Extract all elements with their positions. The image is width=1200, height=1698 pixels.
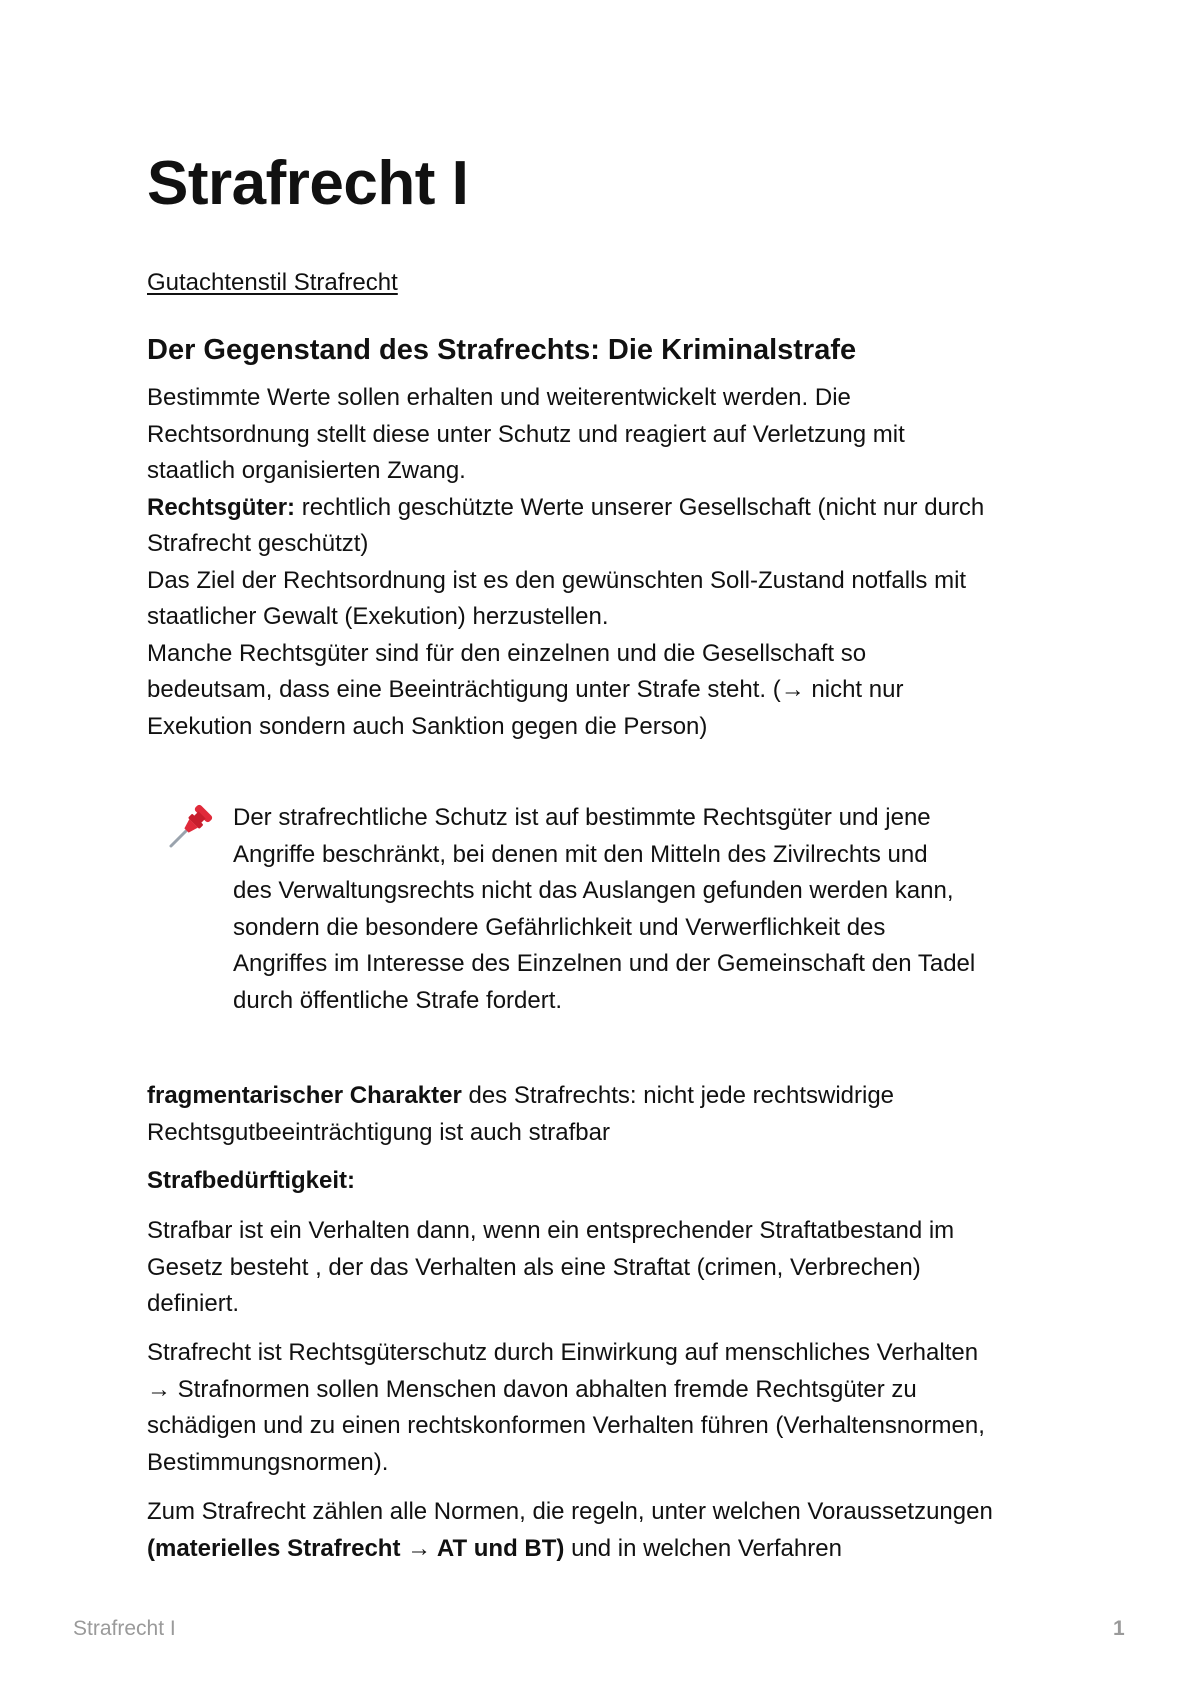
text-line: Angriffes im Interesse des Einzelnen und der Gemeinschaft den Tadel — [233, 950, 976, 977]
rechtsgueter-definition: rechtlich geschützte Werte unserer Gesellschaft (nicht nur durch — [295, 493, 985, 521]
text-line: sondern die besondere Gefährlichkeit und Verwerflichkeit des — [233, 913, 886, 941]
text-line: Das Ziel der Rechtsordnung ist es den gewünschten Soll-Zustand notfalls mit — [147, 566, 967, 594]
gutachtenstil-link[interactable]: Gutachtenstil Strafrecht — [147, 269, 398, 296]
paragraph-strafbar — [147, 1213, 1077, 1323]
materielles-strafrecht-term: (materielles Strafrecht → AT und BT) — [147, 1534, 565, 1562]
text-line: Zum Strafrecht zählen alle Normen, die regeln, unter welchen Voraussetzungen — [147, 1498, 993, 1525]
text-line: → Strafnormen sollen Menschen davon abhalten fremde Rechtsgüter zu — [147, 1375, 917, 1403]
fragment-term: fragmentarischer Charakter — [147, 1082, 462, 1109]
page-number: 1 — [1113, 1617, 1125, 1640]
text-line: bedeutsam, dass eine Beeinträchtigung unter Strafe steht. (→ nicht nur — [147, 676, 904, 703]
text-line: Rechtsgutbeeinträchtigung ist auch strafbar — [147, 1118, 610, 1146]
rechtsgueter-term: Rechtsgüter: — [147, 493, 296, 521]
link-row — [147, 267, 398, 299]
text-line: Strafrecht geschützt) — [147, 530, 369, 557]
text-line: Strafrecht ist Rechtsgüterschutz durch Einwirkung auf menschliches Verhalten — [147, 1339, 979, 1366]
paragraph-rechtsgueterschutz — [147, 1335, 1077, 1481]
fragment-paragraph — [147, 1078, 1077, 1151]
section-heading: Der Gegenstand des Strafrechts: Die Kriminalstrafe — [147, 334, 857, 366]
text-line — [147, 1531, 1077, 1568]
text-line: Bestimmungsnormen). — [147, 1448, 389, 1476]
text-line: Exekution sondern auch Sanktion gegen die Person) — [147, 712, 708, 740]
text-line: Bestimmte Werte sollen erhalten und weiterentwickelt werden. Die — [147, 384, 851, 411]
fragment-rest: des Strafrechts: nicht jede rechtswidrige — [461, 1082, 895, 1109]
text-line: Manche Rechtsgüter sind für den einzelnen und die Gesellschaft so — [147, 639, 867, 667]
text-line: des Verwaltungsrechts nicht das Auslangen gefunden werden kann, — [233, 877, 954, 904]
verfahren-rest: und in welchen Verfahren — [564, 1534, 842, 1562]
text-line — [147, 490, 1077, 527]
text-line: Rechtsordnung stellt diese unter Schutz und reagiert auf Verletzung mit — [147, 420, 905, 448]
text-line: staatlicher Gewalt (Exekution) herzustellen. — [147, 603, 609, 630]
text-line: staatlich organisierten Zwang. — [147, 457, 466, 484]
text-line: Der strafrechtliche Schutz ist auf bestimmte Rechtsgüter und jene — [233, 804, 931, 831]
footer-title: Strafrecht I — [73, 1617, 176, 1640]
text-line: schädigen und zu einen rechtskonformen Verhalten führen (Verhaltensnormen, — [147, 1412, 985, 1439]
text-line: Angriffe beschränkt, bei denen mit den Mitteln des Zivilrechts und — [233, 840, 928, 868]
callout-text — [233, 800, 1033, 1019]
paragraph-normen — [147, 1494, 1077, 1567]
strafbeduerftigkeit-heading: Strafbedürftigkeit: — [147, 1167, 356, 1194]
page-title: Strafrecht I — [147, 149, 469, 218]
text-line: Strafbar ist ein Verhalten dann, wenn ein entsprechender Straftatbestand im — [147, 1217, 955, 1244]
intro-paragraph — [147, 380, 1077, 745]
text-line: definiert. — [147, 1290, 240, 1317]
text-line — [147, 1078, 1077, 1115]
pushpin-icon — [167, 800, 217, 850]
text-line: durch öffentliche Strafe fordert. — [233, 986, 563, 1014]
text-line: Gesetz besteht , der das Verhalten als eine Straftat (crimen, Verbrechen) — [147, 1253, 921, 1281]
